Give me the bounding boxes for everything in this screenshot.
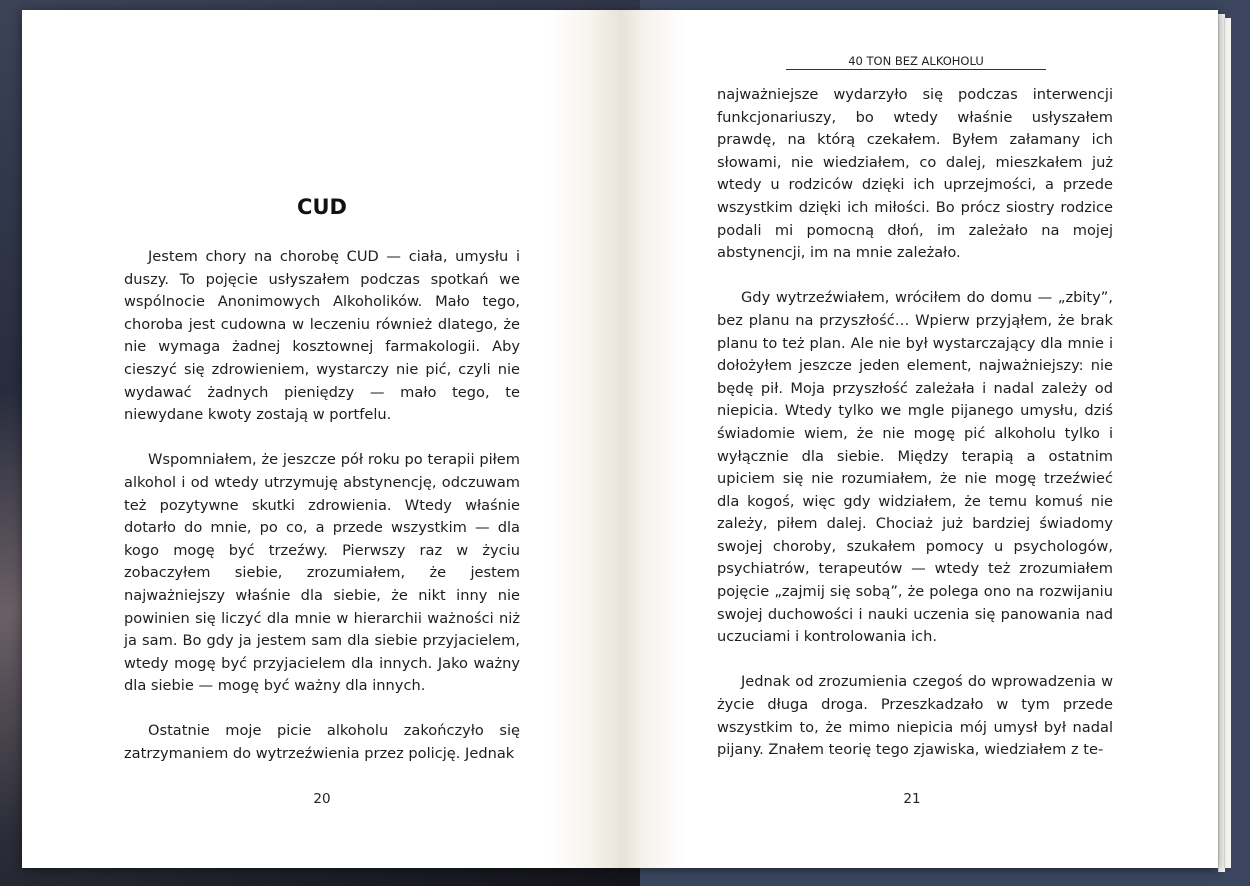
chapter-title: CUD	[297, 195, 347, 219]
left-page[interactable]	[22, 10, 620, 868]
left-page-body	[124, 246, 520, 788]
page-number: 20	[313, 791, 331, 807]
paragraph: Gdy wytrzeźwiałem, wróciłem do domu — „zbity”, bez planu na przyszłość… Wpierw przyjąłem, że brak planu to też plan. Ale nie był wystarczający dla mnie i dołożyłem jeszcze jeden element, najważniejszy: nie będę pił. Moja przyszłość zależała i nadal zależy od niepicia. Wtedy tylko we mgle pijanego umysłu, dziś świadomie wiem, że nie mogę pić alkoholu tylko i wyłącznie dla siebie. Między terapią a ostatnim upiciem się nie rozumiałem, że nie mogę trzeźwieć dla kogoś, więc gdy widziałem, że temu komuś nie zależy, piłem dalej. Chociaż już bardziej świadomy swojej choroby, szukałem pomocy u psychologów, psychiatrów, terapeutów — wtedy też zrozumiałem pojęcie „zajmij się sobą”, że polega ono na rozwijaniu swojej duchowości i nauki uczenia się panowania nad uczuciami i kontrolowania ich.	[717, 289, 1113, 646]
page-edge-stack	[1224, 18, 1231, 868]
running-header: 40 TON BEZ ALKOHOLU	[786, 54, 1046, 70]
book-spread	[22, 10, 1218, 868]
page-number: 21	[903, 791, 921, 807]
paragraph: najważniejsze wydarzyło się podczas interwencji funkcjonariuszy, bo wtedy właśnie usłyszałem prawdę, na którą czekałem. Byłem załamany ich słowami, nie wiedziałem, co dalej, mieszkałem już wtedy u rodziców dzięki ich uprzejmości, a przede wszystkim dzięki ich miłości. Bo prócz siostry rodzice podali mi pomocną dłoń, im zależało na mojej abstynencji, im na mnie zależało.	[717, 86, 1113, 262]
paragraph: Ostatnie moje picie alkoholu zakończyło się zatrzymaniem do wytrzeźwienia przez policję. Jednak	[124, 722, 520, 763]
paragraph: Jestem chory na chorobę CUD — ciała, umysłu i duszy. To pojęcie usłyszałem podczas spotkań we wspólnocie Anonimowych Alkoholików. Mało tego, choroba jest cudowna w leczeniu również dlatego, że nie wymaga żadnej kosztownej farmakologii. Aby cieszyć się zdrowieniem, wystarczy nie pić, czyli nie wydawać żadnych pieniędzy — mało tego, te niewydane kwoty zostają w portfelu.	[124, 248, 520, 424]
paragraph: Wspomniałem, że jeszcze pół roku po terapii piłem alkohol i od wtedy utrzymuję abstynencję, odczuwam też pozytywne skutki zdrowienia. Wtedy właśnie dotarło do mnie, po co, a przede wszystkim — dla kogo mogę być trzeźwy. Pierwszy raz w życiu zobaczyłem siebie, zrozumiałem, że jestem najważniejszy właśnie dla siebie, że nikt inny nie powinien się liczyć dla mnie w hierarchii ważności niż ja sam. Bo gdy ja jestem sam dla siebie przyjacielem, wtedy mogę być przyjacielem dla innych. Jako ważny dla siebie — mogę być ważny dla innych.	[124, 451, 520, 695]
paragraph: Jednak od zrozumienia czegoś do wprowadzenia w życie długa droga. Przeszkadzało w tym przede wszystkim to, że mimo niepicia mój umysł był nadal pijany. Znałem teorię tego zjawiska, wiedziałem z te-	[717, 673, 1113, 759]
right-page-body	[717, 84, 1113, 784]
right-page[interactable]	[620, 10, 1218, 868]
